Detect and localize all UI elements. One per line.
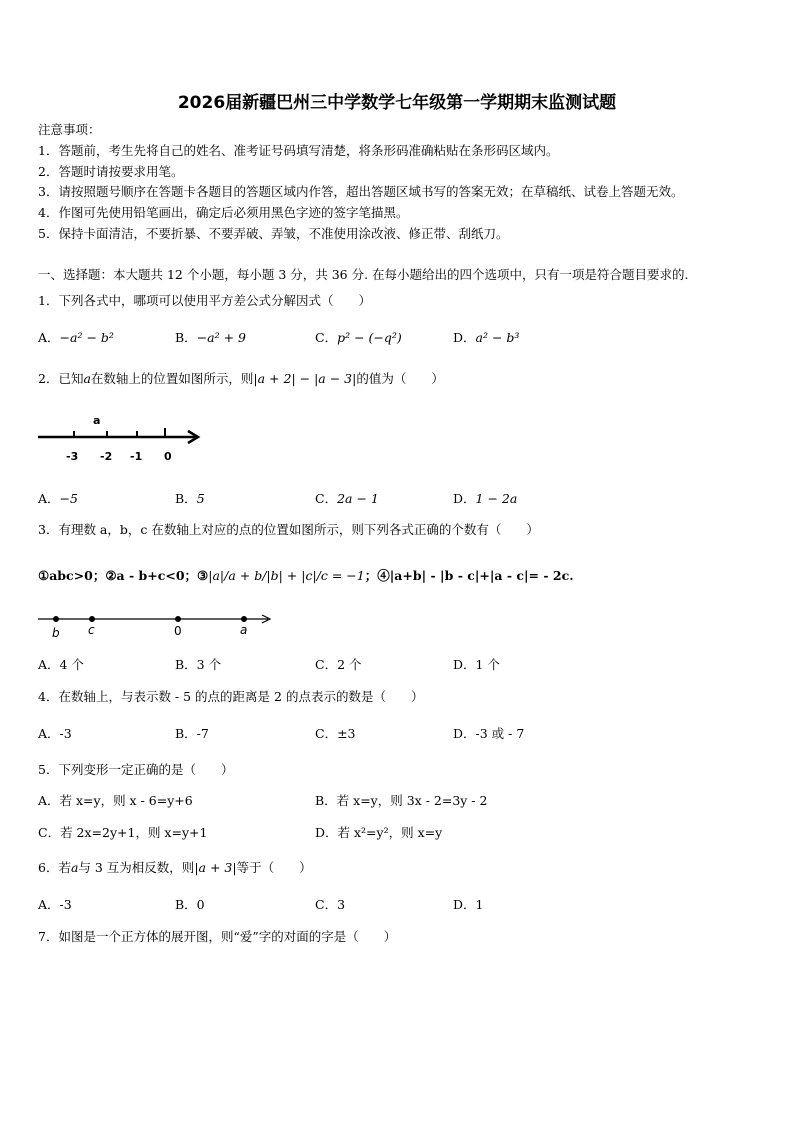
q3-point-c <box>89 616 95 622</box>
q4-option-a: A．-3 <box>38 726 72 741</box>
q3-point-0 <box>175 616 181 622</box>
q5-stem: 5．下列变形一定正确的是（ ） <box>38 762 234 777</box>
q5-option-b: B．若 x=y，则 3x - 2=3y - 2 <box>315 793 488 808</box>
q1-option-b: B．−a² + 9 <box>175 330 246 345</box>
q6-option-b: B．0 <box>175 897 205 912</box>
q6-stem: 6．若a与 3 互为相反数，则|a + 3|等于（ ） <box>38 860 312 875</box>
q3-option-d: D．1 个 <box>453 657 500 672</box>
q3-number-line <box>30 605 280 645</box>
page-title: 2026届新疆巴州三中学数学七年级第一学期期末监测试题 <box>177 93 617 113</box>
q2-tick-label-neg3: -3 <box>66 450 79 463</box>
section-heading: 一、选择题：本大题共 12 个小题，每小题 3 分，共 36 分. 在每小题给出的四个选项中，只有一项是符合题目要求的. <box>38 267 689 282</box>
q3-point-a <box>241 616 247 622</box>
q2-option-a: A．−5 <box>38 491 78 506</box>
note-item-1: 1．答题前，考生先将自己的姓名、准考证号码填写清楚，将条形码准确粘贴在条形码区域内。 <box>38 143 559 158</box>
q4-option-b: B．-7 <box>175 726 209 741</box>
notes-heading: 注意事项： <box>38 122 101 137</box>
q6-option-d: D．1 <box>453 897 484 912</box>
q2-option-b: B．5 <box>175 491 205 506</box>
q2-tick-label-neg1: -1 <box>130 450 143 463</box>
q1-option-d: D．a² − b³ <box>453 330 520 345</box>
q5-option-c: C．若 2x=2y+1，则 x=y+1 <box>38 825 208 840</box>
q3-label-a: a <box>240 623 248 637</box>
q2-tick-label-0: 0 <box>164 450 172 463</box>
q3-option-c: C．2 个 <box>315 657 362 672</box>
q5-option-d: D．若 x²=y²，则 x=y <box>315 825 443 840</box>
q2-tick-label-neg2: -2 <box>100 450 113 463</box>
q3-stem: 3．有理数 a，b，c 在数轴上对应的点的位置如图所示，则下列各式正确的个数有（ ） <box>38 522 539 537</box>
q4-stem: 4．在数轴上，与表示数 - 5 的点的距离是 2 的点表示的数是（ ） <box>38 689 424 704</box>
q2-number-line <box>30 408 220 468</box>
q4-option-c: C．±3 <box>315 726 356 741</box>
note-item-5: 5．保持卡面清洁，不要折暴、不要弄破、弄皱，不准使用涂改液、修正带、刮纸刀。 <box>38 226 509 241</box>
q2-option-c: C．2a − 1 <box>315 491 379 506</box>
q3-label-b: b <box>52 626 60 640</box>
q1-option-a: A．−a² − b² <box>38 330 114 345</box>
q2-option-d: D．1 − 2a <box>453 491 518 506</box>
q4-option-d: D．-3 或 - 7 <box>453 726 525 741</box>
note-item-4: 4．作图可先使用铅笔画出，确定后必须用黑色字迹的签字笔描黑。 <box>38 205 409 220</box>
q6-option-c: C．3 <box>315 897 346 912</box>
q2-stem: 2．已知a在数轴上的位置如图所示，则|a + 2| − |a − 3|的值为（ ） <box>38 371 444 386</box>
q3-label-0: 0 <box>174 624 182 638</box>
q3-point-b <box>53 616 59 622</box>
q6-option-a: A．-3 <box>38 897 72 912</box>
q1-option-c: C．p² − (−q²) <box>315 330 402 345</box>
q3-option-a: A．4 个 <box>38 657 84 672</box>
q7-stem: 7．如图是一个正方体的展开图，则“爱”字的对面的字是（ ） <box>38 929 397 944</box>
q1-stem: 1．下列各式中，哪项可以使用平方差公式分解因式（ ） <box>38 293 371 308</box>
q5-option-a: A．若 x=y，则 x - 6=y+6 <box>38 793 193 808</box>
q3-option-b: B．3 个 <box>175 657 222 672</box>
q3-statements: ①abc>0；②a - b+c<0；③|a|/a + b/|b| + |c|/c = −1；④|a+b| - |b - c|+|a - c|= - 2c. <box>38 568 574 583</box>
note-item-2: 2．答题时请按要求用笔。 <box>38 164 184 179</box>
note-item-3: 3．请按照题号顺序在答题卡各题目的答题区域内作答，超出答题区域书写的答案无效；在草稿纸、试卷上答题无效。 <box>38 184 684 199</box>
q3-label-c: c <box>88 623 95 637</box>
q2-point-a-label: a <box>93 414 101 427</box>
